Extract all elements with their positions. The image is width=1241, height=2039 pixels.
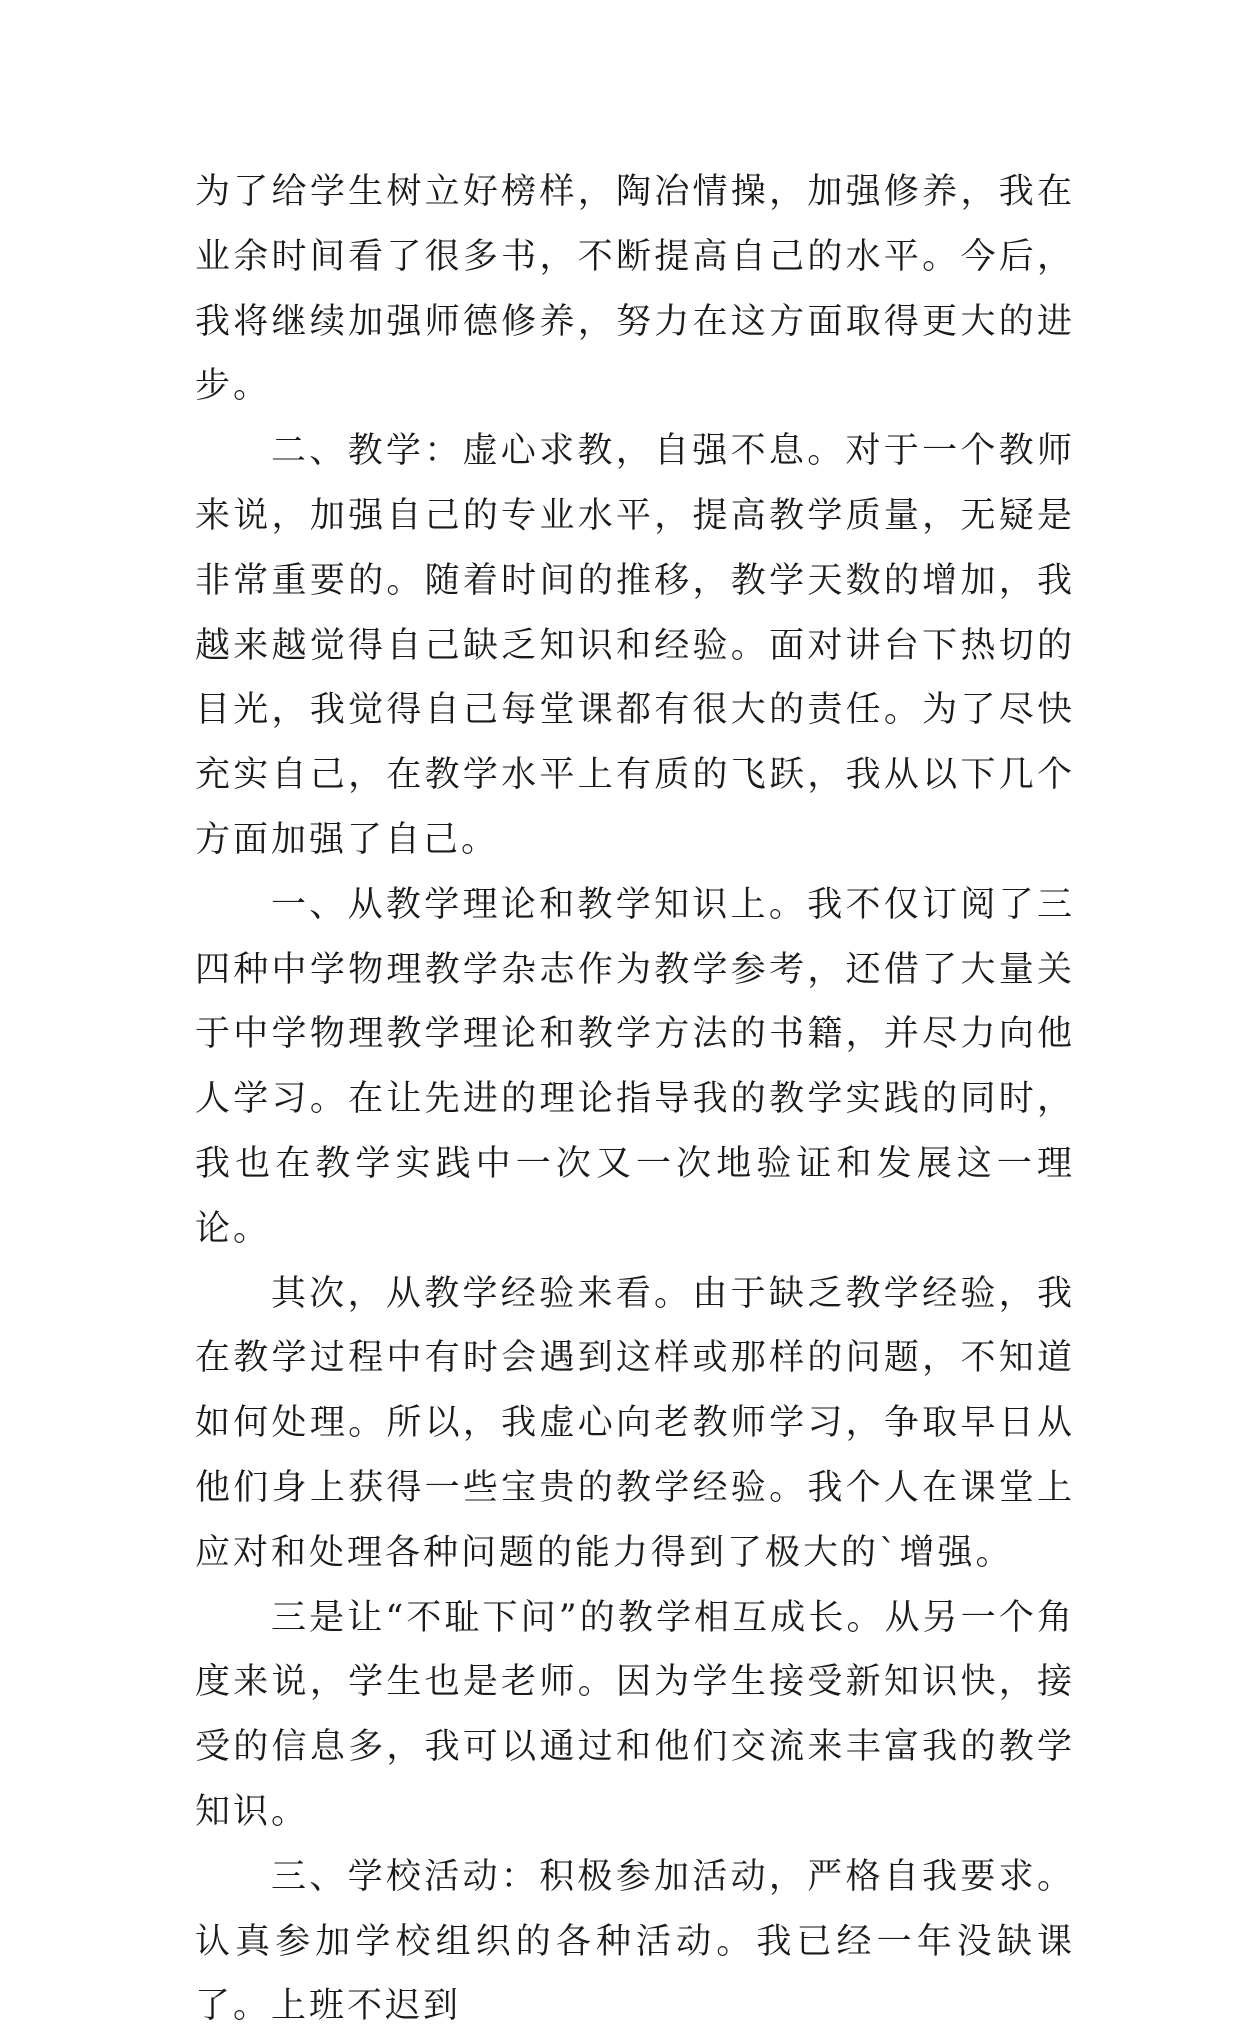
- paragraph-6: 三、学校活动：积极参加活动，严格自我要求。认真参加学校组织的各种活动。我已经一年没缺课了。上班不迟到: [195, 1856, 1075, 2027]
- paragraph-5: 三是让“不耻下问”的教学相互成长。从另一个角度来说，学生也是老师。因为学生接受新知识快，接受的信息多，我可以通过和他们交流来丰富我的教学知识。: [195, 1597, 1075, 1832]
- document-body: [195, 160, 1075, 2039]
- paragraph-3: 一、从教学理论和教学知识上。我不仅订阅了三四种中学物理教学杂志作为教学参考，还借了大量关于中学物理教学理论和教学方法的书籍，并尽力向他人学习。在让先进的理论指导我的教学实践的同时，我也在教学实践中一次又一次地验证和发展这一理论。: [195, 884, 1075, 1249]
- paragraph-4: 其次，从教学经验来看。由于缺乏教学经验，我在教学过程中有时会遇到这样或那样的问题，不知道如何处理。所以，我虚心向老教师学习，争取早日从他们身上获得一些宝贵的教学经验。我个人在课堂上应对和处理各种问题的能力得到了极大的`增强。: [195, 1273, 1075, 1573]
- paragraph-1: 为了给学生树立好榜样，陶冶情操，加强修养，我在业余时间看了很多书，不断提高自己的水平。今后，我将继续加强师德修养，努力在这方面取得更大的进步。: [195, 172, 1075, 407]
- paragraph-2: 二、教学：虚心求教，自强不息。对于一个教师来说，加强自己的专业水平，提高教学质量，无疑是非常重要的。随着时间的推移，教学天数的增加，我越来越觉得自己缺乏知识和经验。面对讲台下热切的目光，我觉得自己每堂课都有很大的责任。为了尽快充实自己，在教学水平上有质的飞跃，我从以下几个方面加强了自己。: [195, 431, 1075, 860]
